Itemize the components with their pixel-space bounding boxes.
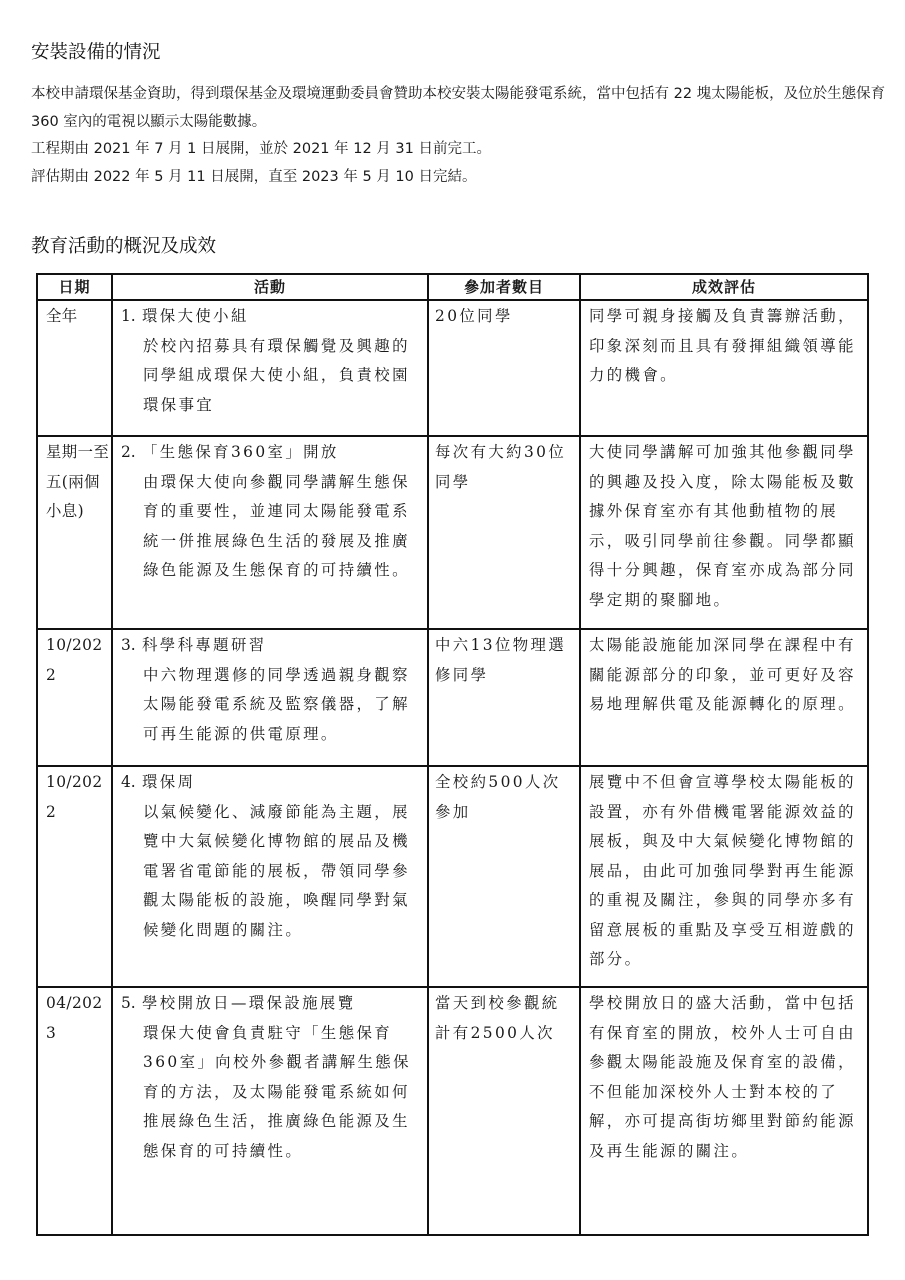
table-header-row (37, 274, 868, 300)
cell-participants: 每次有大約30位同學 (428, 436, 580, 629)
activity-title: 環保周 (142, 773, 196, 791)
activity-number: 2. (121, 443, 136, 461)
section-heading-installation: 安裝設備的情況 (31, 42, 161, 63)
cell-activity (112, 766, 428, 987)
cell-evaluation: 學校開放日的盛大活動，當中包括有保育室的開放，校外人士可自由參觀太陽能設施及保育室的設備，不但能加深校外人士對本校的了解，亦可提高街坊鄉里對節約能源及再生能源的關注。 (580, 987, 868, 1235)
activity-description: 以氣候變化、減廢節能為主題，展覽中大氣候變化博物館的展品及機電署省電節能的展板，帶領同學參觀太陽能板的設施，喚醒同學對氣候變化問題的關注。 (143, 802, 410, 939)
table-row (37, 436, 868, 629)
table-row (37, 629, 868, 766)
activity-number: 5. (121, 994, 136, 1012)
cell-date: 10/2022 (37, 766, 112, 987)
installation-description (31, 81, 891, 191)
activity-title: 學校開放日—環保設施展覽 (142, 994, 356, 1012)
section-heading-education: 教育活動的概況及成效 (31, 236, 217, 257)
cell-participants: 當天到校參觀統計有2500人次 (428, 987, 580, 1235)
cell-date: 星期一至五(兩個小息) (37, 436, 112, 629)
cell-evaluation: 展覽中不但會宣導學校太陽能板的設置，亦有外借機電署能源效益的展板，與及中大氣候變化博物館的展品，由此可加強同學對再生能源的重視及關注，參與的同學亦多有留意展板的重點及享受互相遊戲的部分。 (580, 766, 868, 987)
header-evaluation: 成效評估 (580, 274, 868, 300)
intro-paragraph-funding: 本校申請環保基金資助，得到環保基金及環境運動委員會贊助本校安裝太陽能發電系統，當中包括有 22 塊太陽能板，及位於生態保育 360 室內的電視以顯示太陽能數據。 (31, 86, 886, 130)
activity-description: 中六物理選修的同學透過親身觀察太陽能發電系統及監察儀器，了解可再生能源的供電原理。 (143, 665, 410, 743)
activity-title-line (121, 631, 421, 661)
table-row (37, 987, 868, 1235)
cell-date: 全年 (37, 300, 112, 436)
activities-table (36, 273, 869, 1236)
cell-date: 04/2023 (37, 987, 112, 1235)
activity-description: 於校內招募具有環保觸覺及興趣的同學組成環保大使小組，負責校園環保事宜 (143, 336, 410, 414)
activity-title: 「生態保育360室」開放 (142, 443, 339, 461)
cell-evaluation: 太陽能設施能加深同學在課程中有關能源部分的印象，並可更好及容易地理解供電及能源轉化的原理。 (580, 629, 868, 766)
activity-title-line (121, 438, 421, 468)
intro-paragraph-evaluation-period: 評估期由 2022 年 5 月 11 日展開，直至 2023 年 5 月 10 日完結。 (31, 168, 477, 185)
cell-evaluation: 同學可親身接觸及負責籌辦活動，印象深刻而且具有發揮組織領導能力的機會。 (580, 300, 868, 436)
cell-participants: 中六13位物理選修同學 (428, 629, 580, 766)
cell-date: 10/2022 (37, 629, 112, 766)
table-row (37, 300, 868, 436)
activity-title: 環保大使小組 (142, 307, 249, 325)
header-activity: 活動 (112, 274, 428, 300)
activity-description: 由環保大使向參觀同學講解生態保育的重要性，並連同太陽能發電系統一併推展綠色生活的發展及推廣綠色能源及生態保育的可持續性。 (143, 472, 410, 579)
activity-title: 科學科專題研習 (142, 636, 267, 654)
activity-description: 環保大使會負責駐守「生態保育360室」向校外參觀者講解生態保育的方法，及太陽能發電系統如何推展綠色生活，推廣綠色能源及生態保育的可持續性。 (143, 1023, 411, 1160)
activity-title-line (121, 989, 421, 1019)
header-date: 日期 (37, 274, 112, 300)
cell-activity (112, 436, 428, 629)
cell-participants: 20位同學 (428, 300, 580, 436)
cell-evaluation: 大使同學講解可加強其他參觀同學的興趣及投入度，除太陽能板及數據外保育室亦有其他動植物的展示，吸引同學前往參觀。同學都顯得十分興趣，保育室亦成為部分同學定期的聚腳地。 (580, 436, 868, 629)
cell-activity (112, 300, 428, 436)
cell-participants: 全校約500人次參加 (428, 766, 580, 987)
activity-number: 3. (121, 636, 136, 654)
header-participants: 參加者數目 (428, 274, 580, 300)
activity-title-line (121, 768, 421, 798)
activity-number: 4. (121, 773, 136, 791)
intro-paragraph-construction-period: 工程期由 2021 年 7 月 1 日展開，並於 2021 年 12 月 31 日前完工。 (31, 141, 491, 157)
activity-number: 1. (121, 307, 136, 325)
cell-activity (112, 987, 428, 1235)
activity-title-line (121, 302, 421, 332)
table-row (37, 766, 868, 987)
cell-activity (112, 629, 428, 766)
